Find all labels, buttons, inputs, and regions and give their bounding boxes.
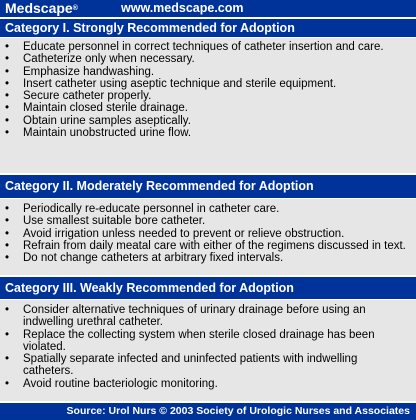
category-1-list	[0, 41, 416, 139]
category-2-box	[0, 199, 416, 275]
source-citation: Source: Urol Nurs © 2003 Society of Urologic Nurses and Associates	[66, 405, 410, 417]
list-item: • Insert catheter using aseptic technique and sterile equipment.	[0, 78, 416, 90]
list-item: • Emphasize handwashing.	[0, 66, 416, 78]
list-item: • Replace the collecting system when sterile closed drainage has been violated.	[0, 329, 416, 354]
category-2-header	[0, 175, 416, 198]
list-item: • Periodically re-educate personnel in catheter care.	[0, 203, 416, 215]
list-item: • Secure catheter properly.	[0, 90, 416, 102]
category-3-title: Category III. Weakly Recommended for Adoption	[5, 281, 294, 295]
category-3-box	[0, 300, 416, 401]
list-item: • Avoid routine bacteriologic monitoring.	[0, 378, 416, 390]
list-item: • Obtain urine samples aseptically.	[0, 115, 416, 127]
registered-mark: ®	[72, 5, 78, 12]
site-url-link[interactable]: www.medscape.com	[121, 1, 244, 15]
category-1-header	[0, 19, 416, 37]
list-item: • Use smallest suitable bore catheter.	[0, 215, 416, 227]
category-3-list	[0, 304, 416, 390]
medscape-logo[interactable]	[5, 0, 78, 17]
list-item: • Maintain closed sterile drainage.	[0, 102, 416, 114]
top-banner	[0, 0, 416, 17]
category-2-list	[0, 203, 416, 264]
list-item: • Spatially separate infected and uninfected patients with indwelling catheters.	[0, 353, 416, 378]
source-footer	[0, 403, 416, 420]
list-item: • Refrain from daily meatal care with either of the regimens discussed in text.	[0, 240, 416, 252]
list-item: • Consider alternative techniques of urinary drainage before using an indwelling urethral catheter.	[0, 304, 416, 329]
list-item: • Avoid irrigation unless needed to prevent or relieve obstruction.	[0, 228, 416, 240]
logo-text: Medscape	[5, 0, 73, 16]
category-3-header	[0, 277, 416, 299]
category-2-title: Category II. Moderately Recommended for Adoption	[5, 179, 314, 193]
list-item: • Catheterize only when necessary.	[0, 53, 416, 65]
list-item: • Do not change catheters at arbitrary fixed intervals.	[0, 252, 416, 264]
list-item: • Educate personnel in correct techniques of catheter insertion and care.	[0, 41, 416, 53]
category-1-box	[0, 38, 416, 173]
category-1-title: Category I. Strongly Recommended for Adoption	[5, 21, 295, 35]
list-item: • Maintain unobstructed urine flow.	[0, 127, 416, 139]
